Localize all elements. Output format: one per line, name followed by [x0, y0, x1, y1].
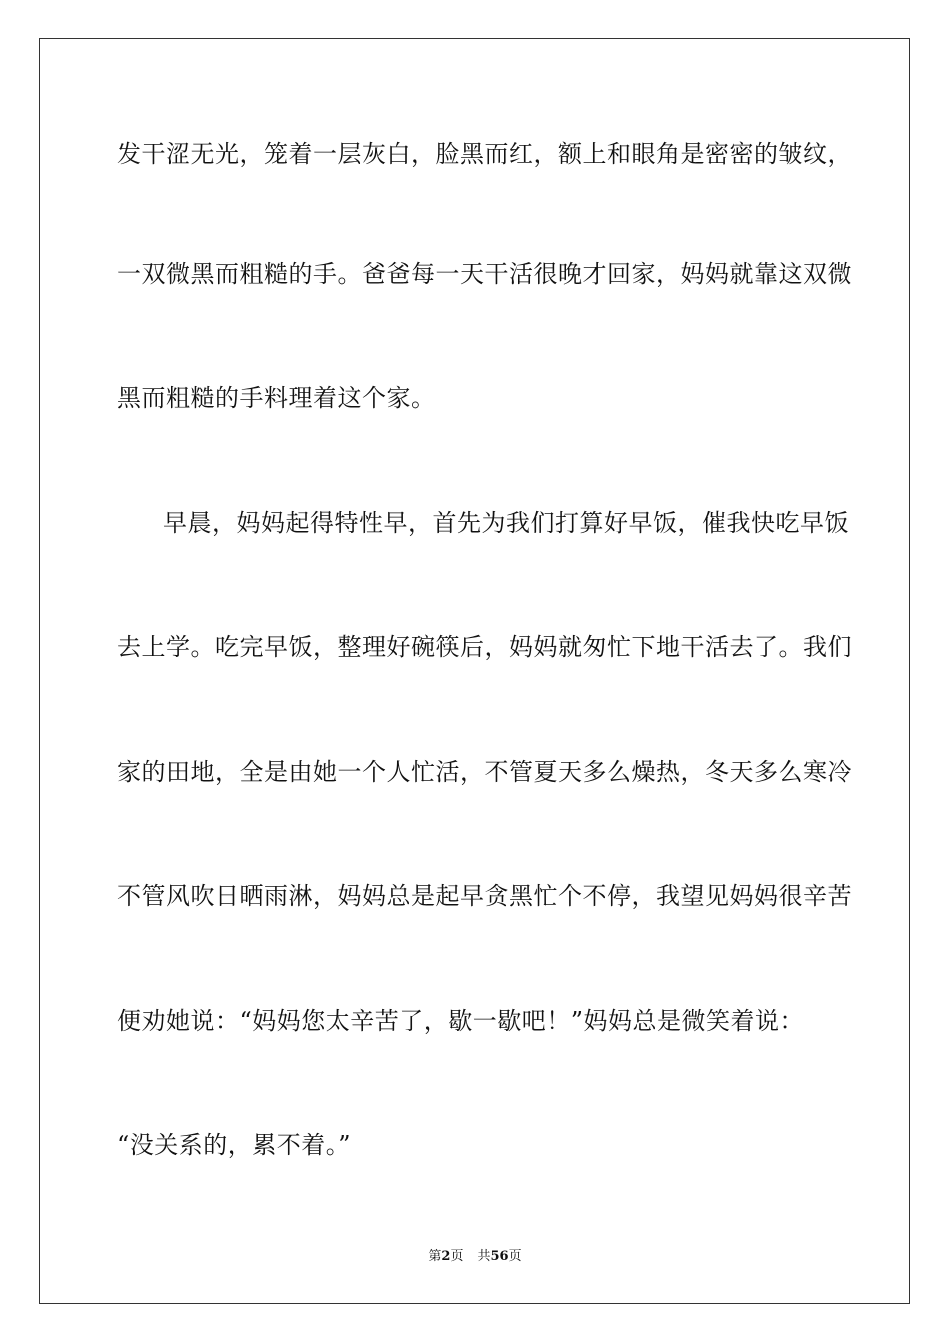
page-footer	[0, 1249, 950, 1265]
total-prefix: 共	[477, 1249, 491, 1264]
page-suffix: 页	[450, 1249, 464, 1264]
page-prefix: 第	[428, 1249, 442, 1264]
body-text-line: 去上学。吃完早饭，整理好碗筷后，妈妈就匆忙下地干活去了。我们	[117, 633, 852, 661]
body-text-line: “没关系的，累不着。”	[117, 1131, 352, 1159]
page-border	[39, 38, 910, 1304]
total-pages: 56	[490, 1249, 509, 1264]
body-text-line: 一双微黑而粗糙的手。爸爸每一天干活很晚才回家，妈妈就靠这双微	[117, 260, 852, 288]
body-text-line: 发干涩无光，笼着一层灰白，脸黑而红，额上和眼角是密密的皱纹，	[117, 140, 852, 168]
body-text-line: 黑而粗糙的手料理着这个家。	[117, 384, 436, 412]
body-text-line: 不管风吹日晒雨淋，妈妈总是起早贪黑忙个不停，我望见妈妈很辛苦	[117, 882, 852, 910]
total-suffix: 页	[508, 1249, 522, 1264]
page-number: 2	[441, 1249, 451, 1264]
body-text-line: 家的田地，全是由她一个人忙活，不管夏天多么燥热，冬天多么寒冷	[117, 758, 852, 786]
paragraph-first-line: 早晨，妈妈起得特性早，首先为我们打算好早饭，催我快吃早饭	[163, 509, 849, 537]
body-text-line: 便劝她说：“妈妈您太辛苦了，歇一歇吧！”妈妈总是微笑着说：	[117, 1007, 805, 1035]
